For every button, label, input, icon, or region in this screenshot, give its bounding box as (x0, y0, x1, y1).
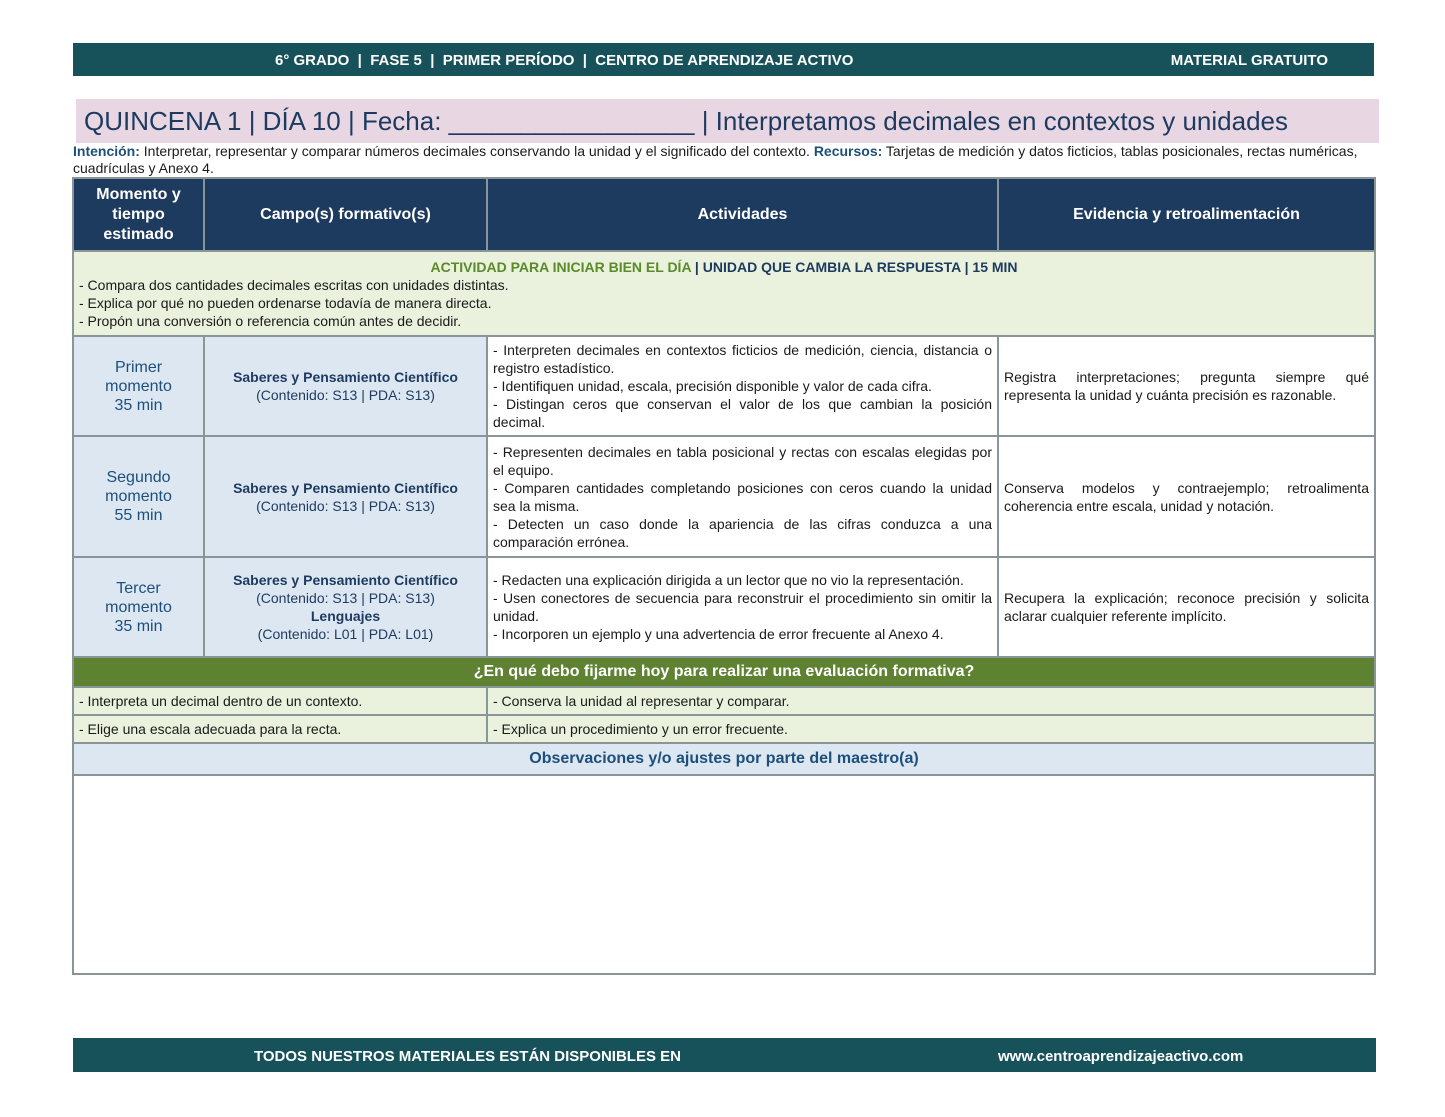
list-item: - Interpreten decimales en contextos ficticios de medición, ciencia, distancia o registro estadístico. (493, 342, 992, 376)
evaluation-item: - Interpreta un decimal dentro de un contexto. (73, 687, 487, 715)
moment-row-3 (73, 557, 1375, 657)
moment-cell (73, 336, 204, 436)
activities-cell (487, 557, 998, 657)
moment-name: momento (105, 598, 172, 616)
header-actividades: Actividades (487, 178, 998, 251)
moment-row-2 (73, 436, 1375, 557)
list-item: - Comparen cantidades completando posiciones con ceros cuando la unidad sea la misma. (493, 479, 992, 514)
header-evidencia: Evidencia y retroalimentación (998, 178, 1375, 251)
evaluation-item: - Explica un procedimiento y un error frecuente. (487, 715, 1375, 743)
evaluation-item: - Elige una escala adecuada para la recta. (73, 715, 487, 743)
evidence-cell: Conserva modelos y contraejemplo; retroalimenta coherencia entre escala, unidad y notación. (998, 436, 1375, 557)
list-item: - Distingan ceros que conservan el valor de los que cambian la posición decimal. (493, 396, 992, 430)
intent-text: Interpretar, representar y comparar números decimales conservando la unidad y el significado del contexto. (139, 143, 814, 159)
list-item: - Identifiquen unidad, escala, precisión disponible y valor de cada cifra. (493, 378, 932, 394)
intent-paragraph (73, 143, 1373, 177)
campo-detail: (Contenido: L01 | PDA: L01) (257, 626, 434, 642)
campo-name: Saberes y Pensamiento Científico (233, 479, 458, 496)
campo-name: Saberes y Pensamiento Científico (233, 369, 458, 385)
moment-cell (73, 557, 204, 657)
start-activity-heading (79, 258, 1369, 276)
header-campo: Campo(s) formativo(s) (204, 178, 487, 251)
list-item: - Redacten una explicación dirigida a un lector que no vio la representación. (493, 572, 964, 588)
evaluation-item: - Conserva la unidad al representar y comparar. (487, 687, 1375, 715)
moment-row-1 (73, 336, 1375, 436)
campo-cell (204, 436, 487, 557)
campo-detail: (Contenido: S13 | PDA: S13) (256, 497, 435, 514)
list-item: - Representen decimales en tabla posicional y rectas con escalas elegidas por el equipo. (493, 443, 992, 478)
observations-header-row (73, 743, 1375, 775)
observations-area[interactable] (73, 775, 1375, 974)
moment-time: 35 min (114, 617, 163, 635)
moment-time: 55 min (114, 507, 163, 524)
title-bar (76, 99, 1379, 143)
moment-cell (73, 436, 204, 557)
evaluation-row (73, 687, 1375, 715)
moment-name: Segundo (106, 469, 171, 486)
header-bar (73, 43, 1374, 76)
start-activity-row (73, 251, 1375, 336)
activities-cell (487, 436, 998, 557)
list-item: - Explica por qué no pueden ordenarse todavía de manera directa. (79, 294, 492, 311)
start-activity-label: ACTIVIDAD PARA INICIAR BIEN EL DÍA (430, 258, 692, 275)
resources-label: Recursos: (813, 143, 883, 159)
observations-body-row (73, 775, 1375, 974)
list-item: - Detecten un caso donde la apariencia de las cifras conduzca a una comparación errónea. (493, 515, 992, 550)
evaluation-header-row (73, 657, 1375, 687)
moment-time: 35 min (114, 396, 163, 414)
evaluation-header: ¿En qué debo fijarme hoy para realizar una evaluación formativa? (73, 657, 1375, 687)
list-item: - Incorporen un ejemplo y una advertencia de error frecuente al Anexo 4. (493, 626, 944, 642)
header-free-material: MATERIAL GRATUITO (1170, 52, 1328, 69)
observations-header: Observaciones y/o ajustes por parte del maestro(a) (73, 743, 1375, 775)
campo-name: Saberes y Pensamiento Científico (233, 572, 458, 588)
campo-cell (204, 557, 487, 657)
footer-text: TODOS NUESTROS MATERIALES ESTÁN DISPONIBLES EN (254, 1048, 681, 1065)
footer-link[interactable]: www.centroaprendizajeactivo.com (998, 1048, 1244, 1065)
moment-name: Tercer (116, 579, 161, 597)
header-info: 6° GRADO | FASE 5 | PRIMER PERÍODO | CENTRO DE APRENDIZAJE ACTIVO (275, 52, 854, 69)
start-activity-subtitle: | UNIDAD QUE CAMBIA LA RESPUESTA | 15 MIN (691, 258, 1018, 275)
evidence-cell: Recupera la explicación; reconoce precisión y solicita aclarar cualquier referente implícito. (998, 557, 1375, 657)
evaluation-row (73, 715, 1375, 743)
list-item: - Propón una conversión o referencia común antes de decidir. (79, 312, 462, 329)
campo-cell (204, 336, 487, 436)
activities-cell (487, 336, 998, 436)
page-title: QUINCENA 1 | DÍA 10 | Fecha: _________________ | Interpretamos decimales en contextos y unidades (84, 106, 1288, 136)
moment-name: Primer (114, 358, 163, 376)
list-item: - Usen conectores de secuencia para reconstruir el procedimiento sin omitir la unidad. (493, 590, 992, 624)
start-activity-cell (73, 251, 1375, 336)
resources-text: Tarjetas de medición y datos ficticios, tablas posicionales, rectas numéricas, cuadrículas y Anexo 4. (73, 143, 1358, 176)
campo-detail: (Contenido: S13 | PDA: S13) (256, 590, 435, 606)
header-momento: Momento y tiempo estimado (73, 178, 204, 251)
plan-table (72, 177, 1376, 975)
campo-detail: (Contenido: S13 | PDA: S13) (256, 387, 435, 403)
footer-bar (73, 1038, 1376, 1072)
moment-name: momento (105, 377, 172, 395)
list-item: - Compara dos cantidades decimales escritas con unidades distintas. (79, 276, 509, 293)
evidence-cell: Registra interpretaciones; pregunta siempre qué representa la unidad y cuánta precisión es razonable. (998, 336, 1375, 436)
table-header-row (73, 178, 1375, 251)
moment-name: momento (105, 488, 172, 505)
intent-label: Intención: (73, 143, 140, 159)
campo-name: Lenguajes (310, 608, 381, 624)
